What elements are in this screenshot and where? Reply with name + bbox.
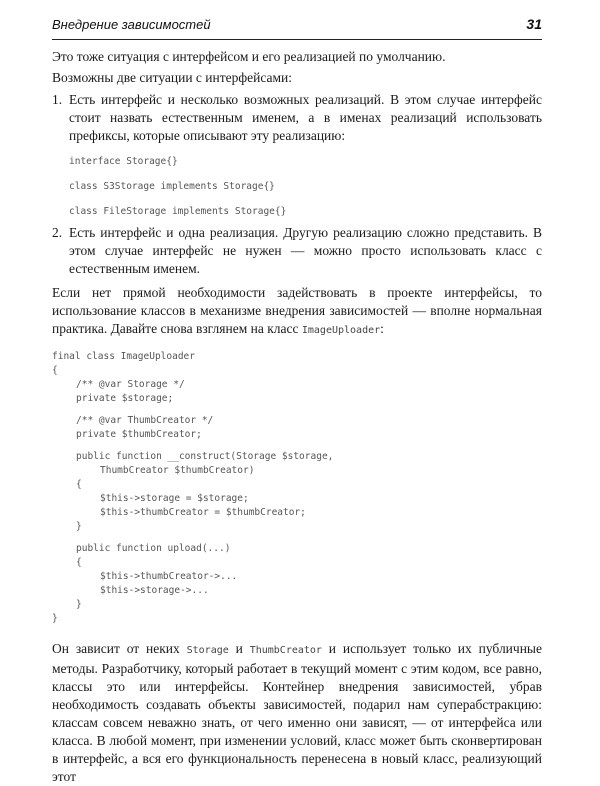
- code-line: class FileStorage implements Storage{}: [69, 206, 287, 217]
- list-item-text: Есть интерфейс и одна реализация. Другую реализацию сложно представить. В этом случае интерфейс не нужен — можно просто использовать класс с естественным именем.: [69, 225, 542, 276]
- code-line: }: [52, 613, 58, 624]
- running-header: [52, 15, 542, 40]
- list-item-text: Есть интерфейс и несколько возможных реализаций. В этом случае интерфейс стоит назвать естественным именем, а в именах реализаций использовать префиксы, которые описывают эту реализацию:: [69, 92, 542, 143]
- paragraph-4: Он зависит от неких Storage и ThumbCreator и использует только их публичные методы. Разработчику, который работает в текущий момент с этим кодом, все равно, классы это или интерфейсы. Контейнер внедрения зависимостей, убрав необходимость создавать объекты зависимостей, подарил нам суперабстракцию: классам совсем неважно знать, от чего именно они зависят, — от интерфейса или класса. В любой момент, при изменении условий, класс может быть сконвертирован в интерфейс, а вся его функциональность перенесена в новый класс, реализующий этот: [52, 641, 542, 784]
- code-line: $this->storage = $storage;: [100, 493, 249, 504]
- code-line: ThumbCreator $thumbCreator): [100, 465, 255, 476]
- code-line: private $thumbCreator;: [76, 429, 202, 440]
- paragraph-2: Возможны две ситуации с интерфейсами:: [52, 70, 293, 85]
- list-item: [52, 224, 542, 278]
- list-number: 1.: [52, 92, 63, 107]
- inline-code: ImageUploader: [301, 325, 381, 336]
- code-line: /** @var Storage */: [76, 379, 185, 390]
- inline-code: Storage: [186, 645, 229, 656]
- code-line: }: [76, 521, 82, 532]
- code-line: class S3Storage implements Storage{}: [69, 181, 275, 192]
- code-line: {: [76, 557, 82, 568]
- code-line: public function __construct(Storage $storage,: [76, 451, 334, 462]
- code-line: private $storage;: [76, 393, 174, 404]
- code-line: /** @var ThumbCreator */: [76, 415, 214, 426]
- code-line: }: [76, 599, 82, 610]
- code-line: public function upload(...): [76, 543, 231, 554]
- inline-code: ThumbCreator: [249, 645, 322, 656]
- code-line: $this->storage->...: [100, 585, 209, 596]
- code-line: {: [52, 365, 58, 376]
- page-number: 31: [526, 16, 542, 32]
- page-body: [52, 44, 542, 786]
- code-line: {: [76, 479, 82, 490]
- paragraph-1: Это тоже ситуация с интерфейсом и его реализацией по умолчанию.: [52, 49, 446, 64]
- code-snippet: [69, 155, 542, 218]
- list-number: 2.: [52, 225, 63, 240]
- list-item: [52, 91, 542, 218]
- chapter-title: Внедрение зависимостей: [52, 17, 211, 32]
- code-listing: [52, 350, 542, 626]
- code-line: interface Storage{}: [69, 156, 178, 167]
- code-line: $this->thumbCreator->...: [100, 571, 238, 582]
- numbered-list: [52, 91, 542, 278]
- paragraph-3: Если нет прямой необходимости задействовать в проекте интерфейсы, то использование классов в механизме внедрения зависимостей — вполне нормальная практика. Давайте снова взглянем на класс ImageUploader:: [52, 285, 542, 336]
- code-line: final class ImageUploader: [52, 351, 195, 362]
- code-line: $this->thumbCreator = $thumbCreator;: [100, 507, 306, 518]
